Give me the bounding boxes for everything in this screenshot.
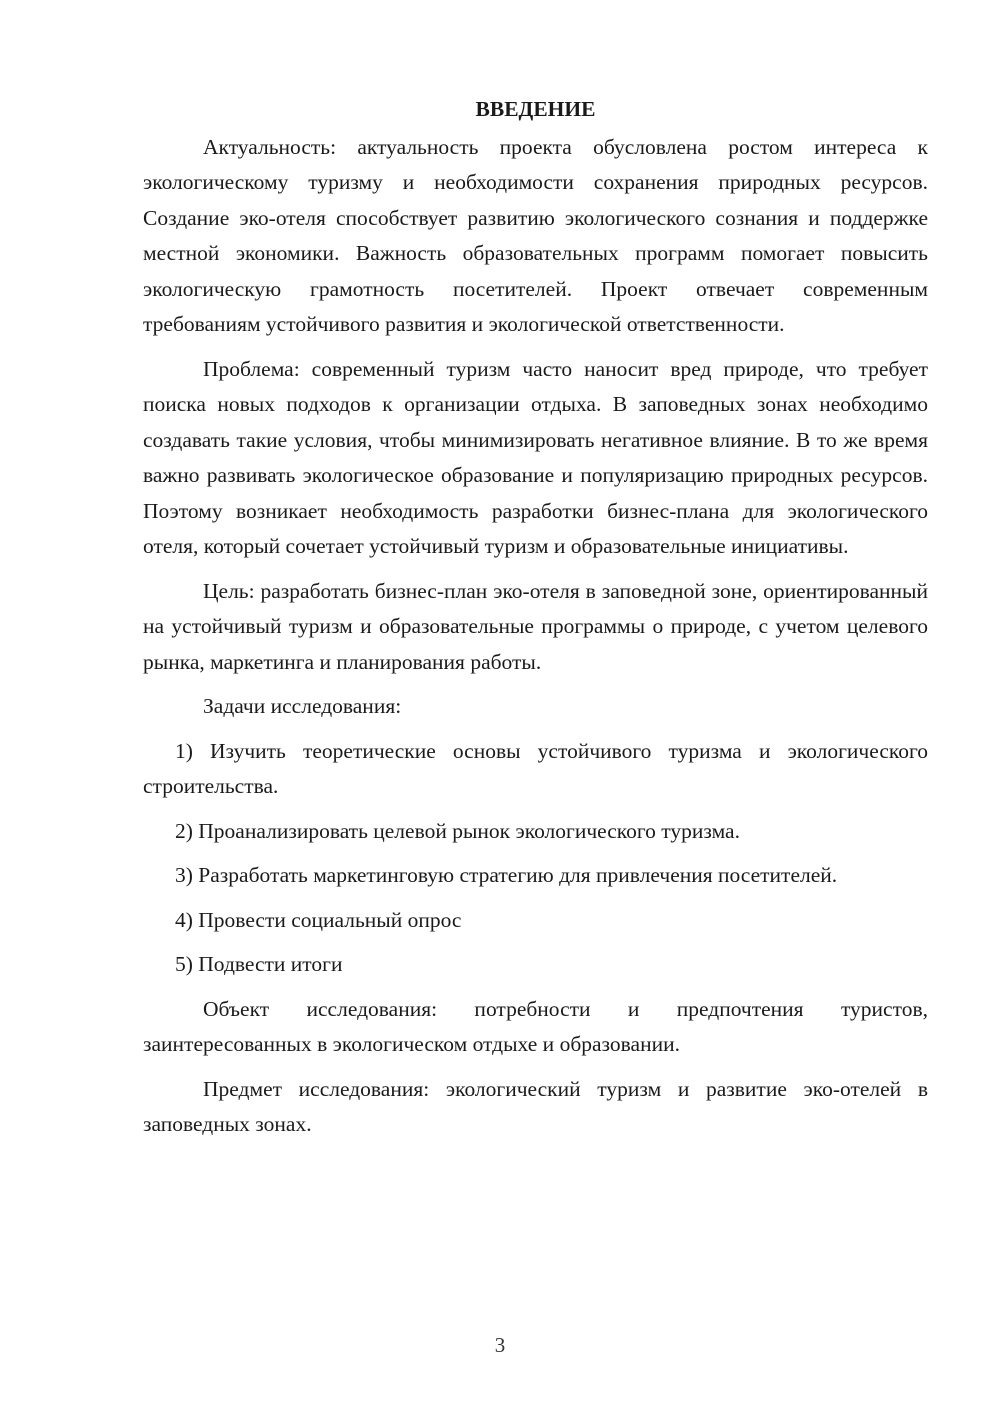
list-item-task-5: 5) Подвести итоги: [175, 952, 343, 976]
list-item-task-2: 2) Проанализировать целевой рынок экологического туризма.: [175, 818, 740, 843]
paragraph-tasks-heading: Задачи исследования:: [203, 694, 402, 718]
paragraph-goal: Цель: разработать бизнес-план эко-отеля в заповедной зоне, ориентированный на устойчивый туризм и образовательные программы о природе, с учетом целевого рынка, маркетинга и планирования работы.: [143, 578, 928, 674]
paragraph-relevance: Актуальность: актуальность проекта обусловлена ростом интереса к экологическому туризму и необходимости сохранения природных ресурсов. Создание эко-отеля способствует развитию экологического сознания и поддержке местной экономики. Важность образовательных программ помогает повысить экологическую грамотность посетителей. Проект отвечает современным требованиям устойчивого развития и экологической ответственности.: [143, 134, 928, 336]
page-title: ВВЕДЕНИЕ: [475, 97, 596, 121]
paragraph-problem: Проблема: современный туризм часто наносит вред природе, что требует поиска новых подходов к организации отдыха. В заповедных зонах необходимо создавать такие условия, чтобы минимизировать негативное влияние. В то же время важно развивать экологическое образование и популяризацию природных ресурсов. Поэтому возникает необходимость разработки бизнес-плана для экологического отеля, который сочетает устойчивый туризм и образовательные инициативы.: [143, 356, 928, 558]
list-item-task-3: 3) Разработать маркетинговую стратегию для привлечения посетителей.: [175, 863, 838, 887]
paragraph-object: Объект исследования: потребности и предпочтения туристов, заинтересованных в экологическом отдыхе и образовании.: [143, 996, 928, 1056]
list-item-task-4: 4) Провести социальный опрос: [175, 907, 462, 932]
page-number: 3: [494, 1333, 506, 1357]
list-item-task-1: 1) Изучить теоретические основы устойчивого туризма и экологического строительства.: [143, 738, 928, 798]
document-page: [143, 92, 928, 1152]
paragraph-subject: Предмет исследования: экологический туризм и развитие эко-отелей в заповедных зонах.: [143, 1076, 928, 1136]
